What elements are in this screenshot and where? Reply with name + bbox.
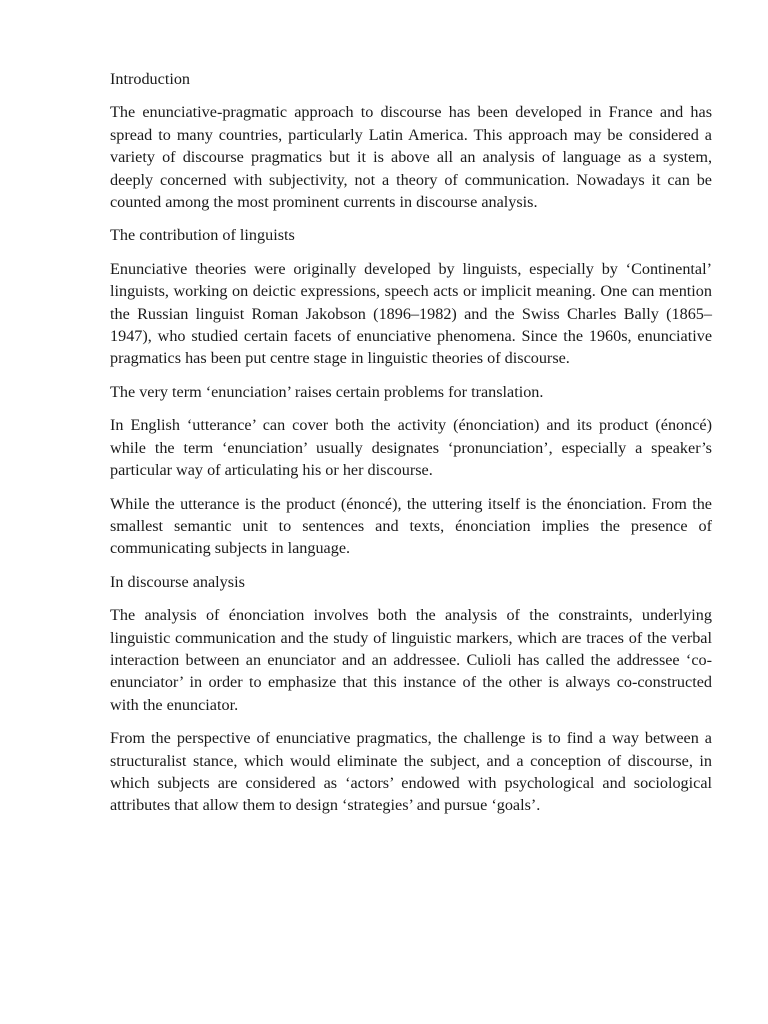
paragraph-enunciative-pragmatics-challenge: From the perspective of enunciative pragmatics, the challenge is to find a way between a structuralist stance, which would eliminate the subject, and a conception of discourse, in which subjects are considered as ‘actors’ endowed with psychological and sociological attributes that allow them to design ‘strategies’ and pursue ‘goals’.: [110, 729, 712, 815]
paragraph-term-enunciation: The very term ‘enunciation’ raises certain problems for translation.: [110, 382, 544, 401]
paragraph-enunciative-theories: Enunciative theories were originally developed by linguists, especially by ‘Continental’ linguists, working on deictic expressions, speech acts or implicit meaning. One can mention the Russian linguist Roman Jakobson (1896–1982) and the Swiss Charles Bally (1865–1947), who studied certain facets of enunciative phenomena. Since the 1960s, enunciative pragmatics has been put centre stage in linguistic theories of discourse.: [110, 259, 712, 368]
paragraph-english-utterance: In English ‘utterance’ can cover both the activity (énonciation) and its product (énoncé) while the term ‘enunciation’ usually designates ‘pronunciation’, especially a speaker’s particular way of articulating his or her discourse.: [110, 416, 712, 480]
document-page: [110, 68, 712, 828]
section-heading-contribution: The contribution of linguists: [110, 226, 295, 245]
paragraph-introduction: The enunciative-pragmatic approach to discourse has been developed in France and has spread to many countries, particularly Latin America. This approach may be considered a variety of discourse pragmatics but it is above all an analysis of language as a system, deeply concerned with subjectivity, not a theory of communication. Nowadays it can be counted among the most prominent currents in discourse analysis.: [110, 103, 712, 212]
paragraph-analysis-enonciation: The analysis of énonciation involves both the analysis of the constraints, underlying linguistic communication and the study of linguistic markers, which are traces of the verbal interaction between an enunciator and an addressee. Culioli has called the addressee ‘co-enunciator’ in order to emphasize that this instance of the other is always co-constructed with the enunciator.: [110, 606, 712, 714]
section-heading-discourse-analysis: In discourse analysis: [110, 572, 245, 591]
paragraph-utterance-product: While the utterance is the product (énoncé), the uttering itself is the énonciation. From the smallest semantic unit to sentences and texts, énonciation implies the presence of communicating subjects in language.: [110, 494, 712, 558]
section-heading-introduction: Introduction: [110, 70, 191, 88]
